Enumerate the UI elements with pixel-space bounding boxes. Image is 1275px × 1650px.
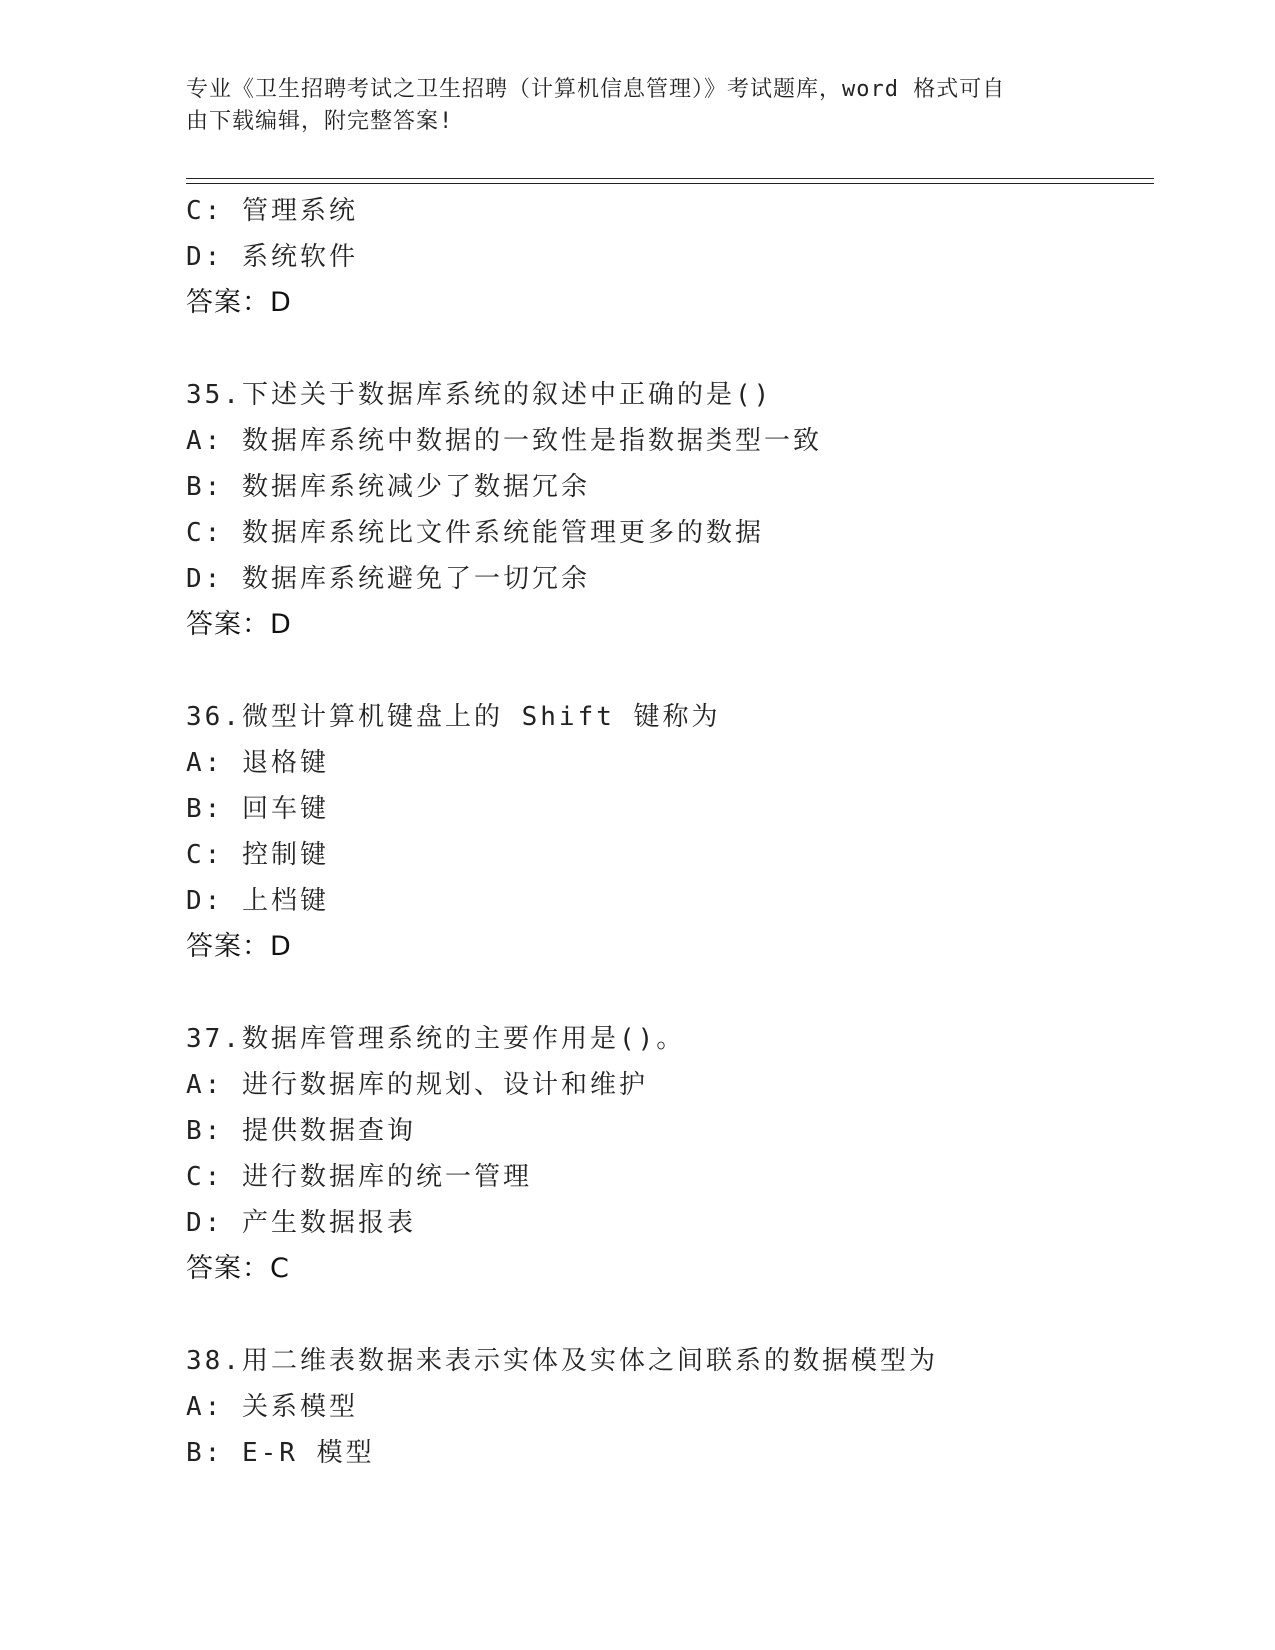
header-divider-bottom: [186, 183, 1154, 184]
answer-line: 答案：D: [186, 287, 292, 318]
question-stem: 38.用二维表数据来表示实体及实体之间联系的数据模型为: [186, 1346, 938, 1376]
option-c: C: 管理系统: [186, 196, 358, 226]
option-c: C: 进行数据库的统一管理: [186, 1162, 532, 1192]
option-b: B: 回车键: [186, 794, 329, 824]
option-c: C: 控制键: [186, 840, 329, 870]
answer-line: 答案：D: [186, 931, 292, 962]
question-stem: 36.微型计算机键盘上的 Shift 键称为: [186, 702, 721, 732]
option-a: A: 关系模型: [186, 1392, 358, 1422]
header-title-line-1: 专业《卫生招聘考试之卫生招聘（计算机信息管理）》考试题库，word 格式可自: [186, 77, 1006, 102]
option-b: B: E-R 模型: [186, 1438, 375, 1468]
answer-line: 答案：D: [186, 609, 292, 640]
spacer: [186, 326, 1166, 372]
option-b: B: 数据库系统减少了数据冗余: [186, 472, 590, 502]
option-d: D: 上档键: [186, 886, 329, 916]
question-stem: 37.数据库管理系统的主要作用是()。: [186, 1024, 686, 1054]
answer-line: 答案：C: [186, 1253, 290, 1284]
option-d: D: 数据库系统避免了一切冗余: [186, 564, 590, 594]
header-title-line-2: 由下载编辑，附完整答案!: [186, 109, 454, 134]
document-header: [186, 74, 1066, 138]
option-b: B: 提供数据查询: [186, 1116, 416, 1146]
option-d: D: 产生数据报表: [186, 1208, 416, 1238]
option-a: A: 进行数据库的规划、设计和维护: [186, 1070, 648, 1100]
option-a: A: 数据库系统中数据的一致性是指数据类型一致: [186, 426, 822, 456]
option-a: A: 退格键: [186, 748, 329, 778]
option-c: C: 数据库系统比文件系统能管理更多的数据: [186, 518, 764, 548]
spacer: [186, 1292, 1166, 1338]
question-list: [186, 188, 1166, 1476]
header-divider-top: [186, 178, 1154, 179]
spacer: [186, 970, 1166, 1016]
spacer: [186, 648, 1166, 694]
question-stem: 35.下述关于数据库系统的叙述中正确的是(): [186, 380, 773, 410]
option-d: D: 系统软件: [186, 242, 358, 272]
